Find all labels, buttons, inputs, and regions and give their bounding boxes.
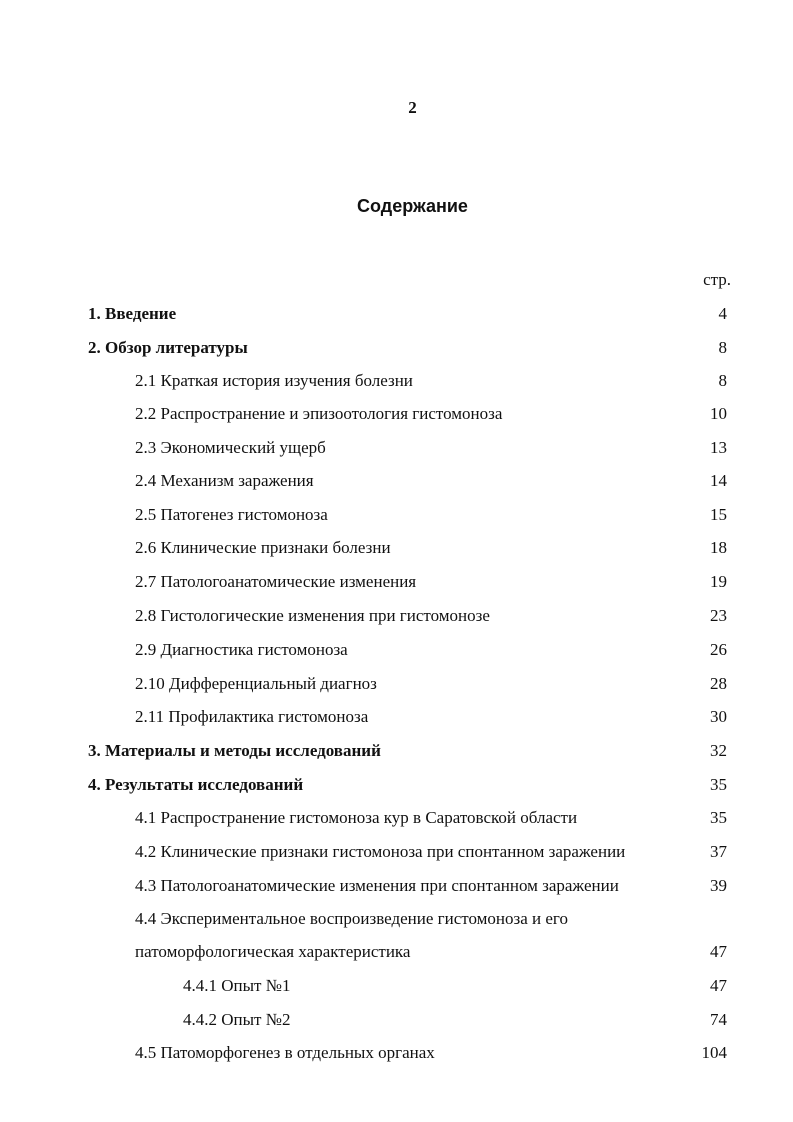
- toc-entry-title: 4.4 Экспериментальное воспроизведение гистомоноза и его: [135, 909, 568, 928]
- toc-entry-title: 2.9 Диагностика гистомоноза: [135, 640, 348, 659]
- toc-entry-page: 19: [710, 572, 727, 591]
- toc-entry-results: [0, 773, 793, 797]
- toc-entry-page: 14: [710, 471, 727, 490]
- toc-entry-title: 2.6 Клинические признаки болезни: [135, 538, 391, 557]
- toc-entry-title: 4.2 Клинические признаки гистомоноза при спонтанном заражении: [135, 842, 626, 861]
- toc-entry-title: 2.4 Механизм заражения: [135, 471, 314, 490]
- toc-entry-4-4-2: [0, 1008, 793, 1032]
- toc-entry-4-4-continued: [0, 940, 793, 964]
- toc-entry-page: 15: [710, 505, 727, 524]
- toc-entry-page: 30: [710, 707, 727, 726]
- toc-entry-title: 2.8 Гистологические изменения при гистомонозе: [135, 606, 490, 625]
- toc-entry-2-7: [0, 570, 793, 594]
- toc-entry-page: 8: [718, 338, 727, 357]
- toc-entry-title: 2.11 Профилактика гистомоноза: [135, 707, 369, 726]
- page-column-label: стр.: [703, 270, 731, 289]
- toc-entry-title: 2.3 Экономический ущерб: [135, 438, 326, 457]
- toc-entry-materials-methods: [0, 739, 793, 763]
- toc-entry-page: 8: [718, 371, 727, 390]
- toc-heading: Содержание: [357, 196, 468, 216]
- toc-entry-page: 13: [710, 438, 727, 457]
- toc-entry-4-3: [0, 874, 793, 898]
- toc-entry-4-1: [0, 806, 793, 830]
- toc-entry-4-5: [0, 1041, 793, 1065]
- toc-entry-page: 74: [710, 1010, 727, 1029]
- toc-entry-title: 4.3 Патологоанатомические изменения при спонтанном заражении: [135, 876, 619, 895]
- toc-entry-title: 2.7 Патологоанатомические изменения: [135, 572, 417, 591]
- toc-entry-title: 2.1 Краткая история изучения болезни: [135, 371, 413, 390]
- page-number: 2: [408, 98, 417, 117]
- toc-entry-4-4: [0, 907, 793, 931]
- toc-entry-page: 39: [710, 876, 727, 895]
- toc-entry-2-5: [0, 503, 793, 527]
- toc-entry-title: 4.5 Патоморфогенез в отдельных органах: [135, 1043, 435, 1062]
- toc-entry-4-4-1: [0, 974, 793, 998]
- toc-entry-page: 35: [710, 775, 727, 794]
- toc-entry-title: 4.4.2 Опыт №2: [183, 1010, 291, 1029]
- toc-entry-2-9: [0, 638, 793, 662]
- toc-entry-page: 32: [710, 741, 727, 760]
- toc-entry-2-4: [0, 469, 793, 493]
- toc-entry-2-8: [0, 604, 793, 628]
- toc-entry-title: 4.1 Распространение гистомоноза кур в Саратовской области: [135, 808, 578, 827]
- toc-entry-page: 4: [718, 304, 727, 323]
- toc-entry-page: 18: [710, 538, 727, 557]
- toc-entry-2-11: [0, 705, 793, 729]
- toc-entry-title: 2.5 Патогенез гистомоноза: [135, 505, 328, 524]
- toc-entry-title: 2.10 Дифференциальный диагноз: [135, 674, 377, 693]
- toc-entry-title: патоморфологическая характеристика: [135, 942, 411, 961]
- toc-entry-page: 26: [710, 640, 727, 659]
- toc-entry-2-6: [0, 536, 793, 560]
- toc-entry-title: 2.2 Распространение и эпизоотология гистомоноза: [135, 404, 503, 423]
- toc-entry-page: 10: [710, 404, 727, 423]
- toc-entry-introduction: [0, 302, 793, 326]
- toc-entry-title: 4. Результаты исследований: [88, 775, 304, 794]
- toc-entry-page: 28: [710, 674, 727, 693]
- toc-entry-title: 1. Введение: [88, 304, 177, 323]
- toc-entry-page: 104: [701, 1043, 727, 1062]
- toc-entry-page: 37: [710, 842, 727, 861]
- toc-entry-page: 47: [710, 976, 727, 995]
- toc-entry-2-3: [0, 436, 793, 460]
- toc-entry-2-2: [0, 402, 793, 426]
- toc-entry-title: 3. Материалы и методы исследований: [88, 741, 381, 760]
- toc-entry-literature-review: [0, 336, 793, 360]
- toc-entry-4-2: [0, 840, 793, 864]
- toc-entry-page: 23: [710, 606, 727, 625]
- toc-entry-title: 2. Обзор литературы: [88, 338, 248, 357]
- toc-entry-page: 35: [710, 808, 727, 827]
- toc-entry-2-10: [0, 672, 793, 696]
- toc-entry-2-1: [0, 369, 793, 393]
- toc-entry-page: 47: [710, 942, 727, 961]
- toc-entry-title: 4.4.1 Опыт №1: [183, 976, 291, 995]
